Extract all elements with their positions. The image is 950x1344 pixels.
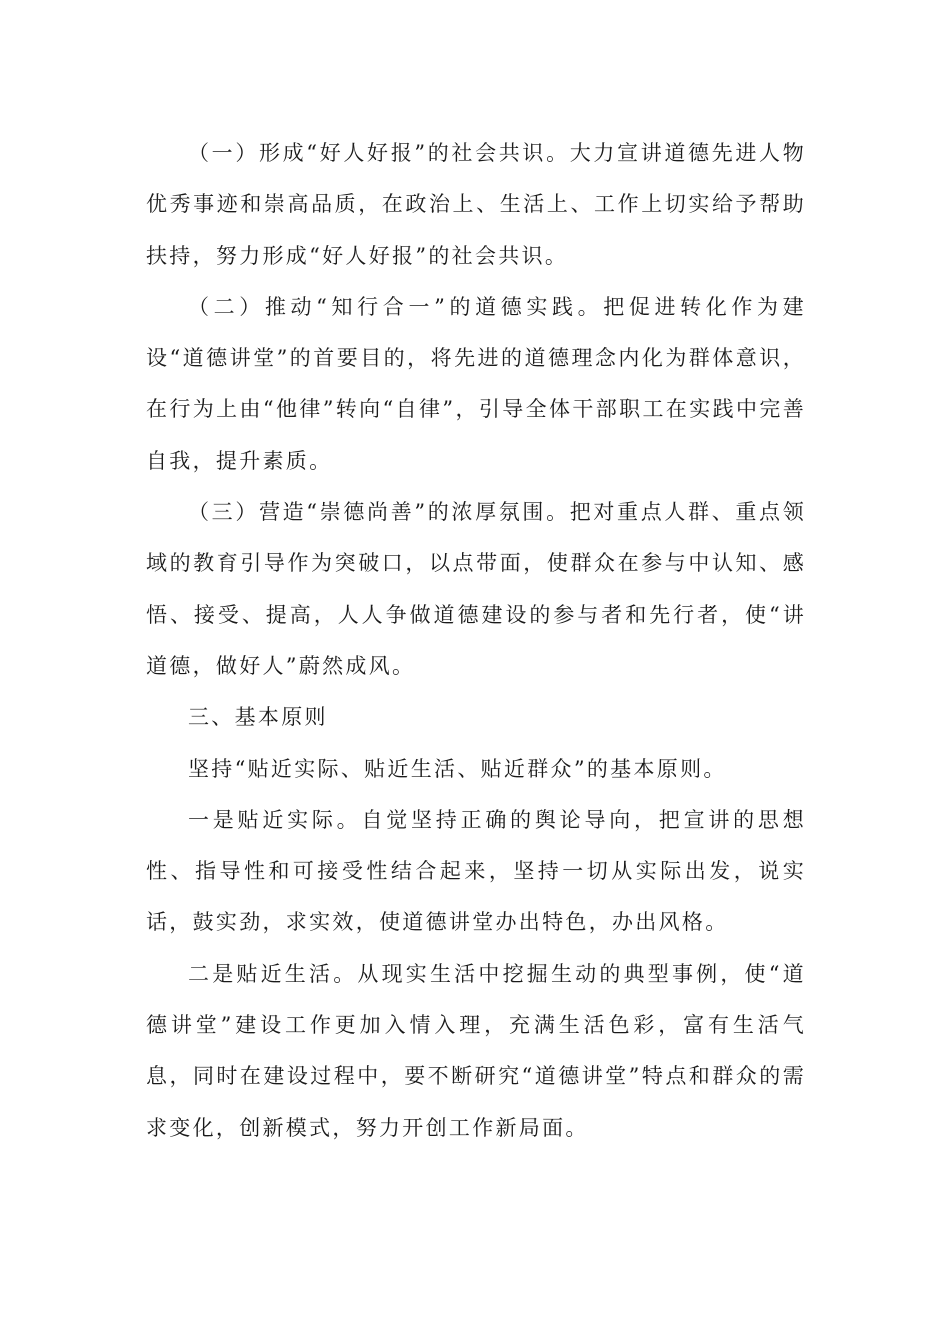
section-heading-principles: 三、基本原则 (188, 705, 328, 730)
document-page (146, 128, 806, 1154)
paragraph-goal-3: （三）营造“崇德尚善”的浓厚氛围。把对重点人群、重点领域的教育引导作为突破口，以点带面，使群众在参与中认知、感悟、接受、提高，人人争做道德建设的参与者和先行者，使“讲道德，做好人”蔚然成风。 (146, 500, 806, 678)
paragraph-goal-1: （一）形成“好人好报”的社会共识。大力宣讲道德先进人物优秀事迹和崇高品质，在政治上、生活上、工作上切实给予帮助扶持，努力形成“好人好报”的社会共识。 (146, 141, 806, 268)
paragraph-principles-intro: 坚持“贴近实际、贴近生活、贴近群众”的基本原则。 (188, 756, 727, 781)
paragraph-principle-2: 二是贴近生活。从现实生活中挖掘生动的典型事例，使“道德讲堂”建设工作更加入情入理，充满生活色彩，富有生活气息，同时在建设过程中，要不断研究“道德讲堂”特点和群众的需求变化，创新模式，努力开创工作新局面。 (146, 961, 806, 1140)
paragraph-goal-2: （二）推动“知行合一”的道德实践。把促进转化作为建设“道德讲堂”的首要目的，将先进的道德理念内化为群体意识，在行为上由“他律”转向“自律”，引导全体干部职工在实践中完善自我，提升素质。 (146, 294, 806, 473)
paragraph-principle-1: 一是贴近实际。自觉坚持正确的舆论导向，把宣讲的思想性、指导性和可接受性结合起来，坚持一切从实际出发，说实话，鼓实劲，求实效，使道德讲堂办出特色，办出风格。 (146, 807, 806, 935)
